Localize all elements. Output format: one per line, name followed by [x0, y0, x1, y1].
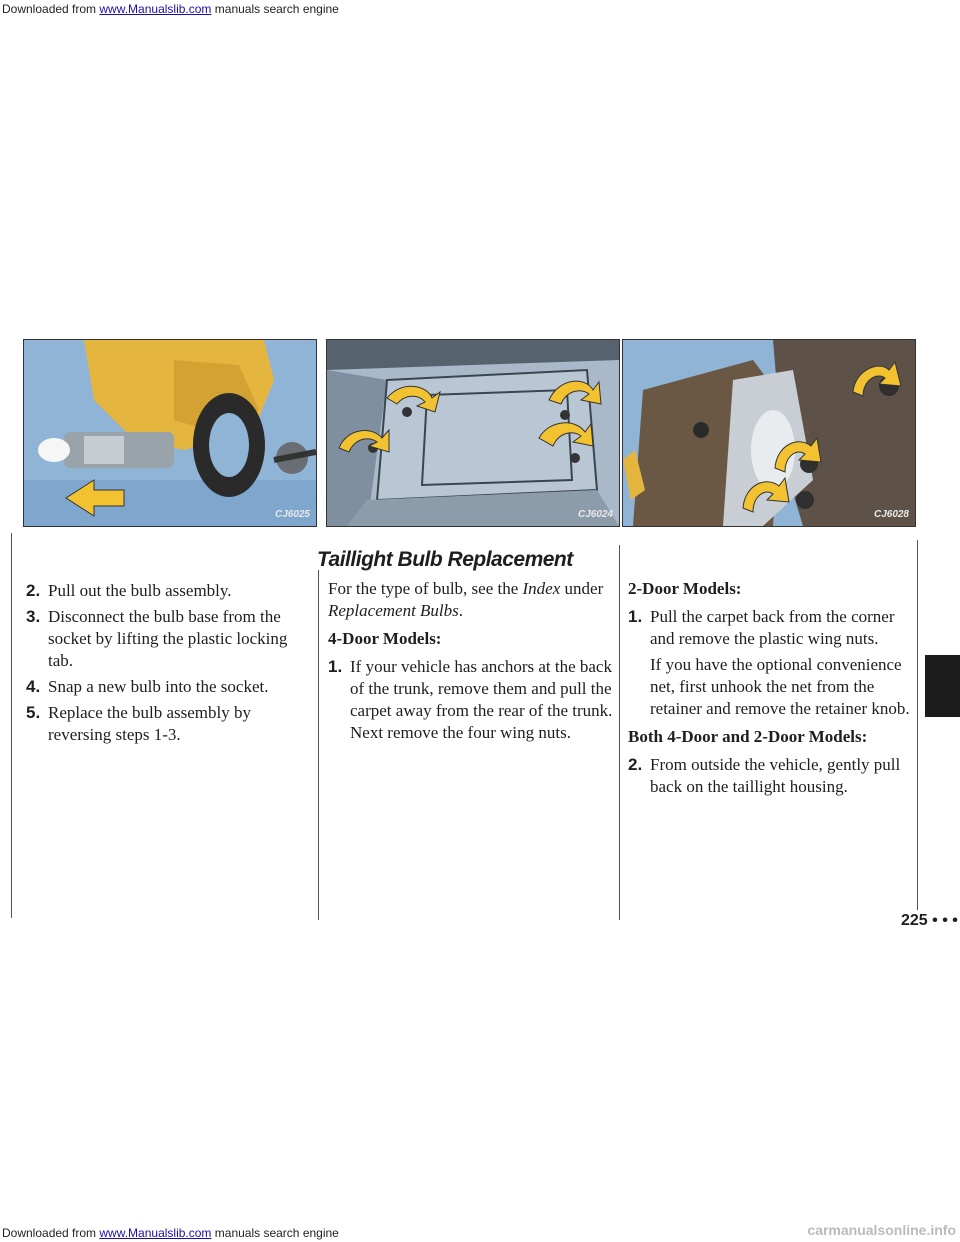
four-door-subhead: 4-Door Models: [328, 629, 442, 648]
section-title: Taillight Bulb Replacement [317, 548, 573, 571]
figure-code: CJ6024 [577, 509, 613, 520]
manualslib-link[interactable]: www.Manualslib.com [99, 2, 212, 16]
column-divider-far-right [917, 540, 918, 910]
convenience-net-note: If you have the optional convenience net, first unhook the net from the retainer and remove the retainer knob. [650, 655, 910, 718]
figure-code: CJ6028 [873, 509, 909, 520]
download-header: Downloaded from www.Manualslib.com manuals search engine [2, 2, 339, 16]
trunk-illustration [327, 340, 619, 526]
carpet-corner-illustration [623, 340, 915, 526]
step-item: 4. Snap a new bulb into the socket. [26, 677, 269, 696]
middle-column-content [328, 578, 614, 748]
step-item: 5. Replace the bulb assembly by reversing steps 1-3. [26, 703, 252, 744]
column-divider-right [619, 545, 620, 920]
figure-code: CJ6025 [274, 509, 310, 520]
bulb-assembly-illustration [24, 340, 316, 526]
manualslib-footer-link[interactable]: www.Manualslib.com [99, 1226, 212, 1240]
step-item: 3. Disconnect the bulb base from the socket by lifting the plastic locking tab. [26, 607, 288, 670]
section-tab-marker [925, 655, 960, 717]
column-divider-middle [318, 570, 319, 920]
step-item: 2. From outside the vehicle, gently pull back on the taillight housing. [628, 755, 901, 796]
page-number: 225 • • • [901, 912, 958, 929]
bulb-assembly-figure [23, 339, 317, 527]
step-item: 1. Pull the carpet back from the corner and remove the plastic wing nuts. [628, 607, 895, 648]
intro-paragraph: For the type of bulb, see the Index under Replacement Bulbs. [328, 579, 604, 620]
left-column-steps [26, 580, 296, 750]
two-door-subhead: 2-Door Models: [628, 579, 742, 598]
step-item: 1. If your vehicle has anchors at the back of the trunk, remove them and pull the carpet away from the rear of the trunk. Next remove the four wing nuts. [328, 657, 613, 742]
trunk-wing-nuts-figure [326, 339, 620, 527]
two-door-corner-figure [622, 339, 916, 527]
right-column-content [628, 578, 910, 802]
column-divider-left [11, 533, 12, 918]
both-models-subhead: Both 4-Door and 2-Door Models: [628, 727, 868, 746]
watermark-brand: carmanualsonline.info [807, 1222, 956, 1238]
step-item: 2. Pull out the bulb assembly. [26, 581, 232, 600]
download-footer: Downloaded from www.Manualslib.com manuals search engine [2, 1226, 339, 1240]
